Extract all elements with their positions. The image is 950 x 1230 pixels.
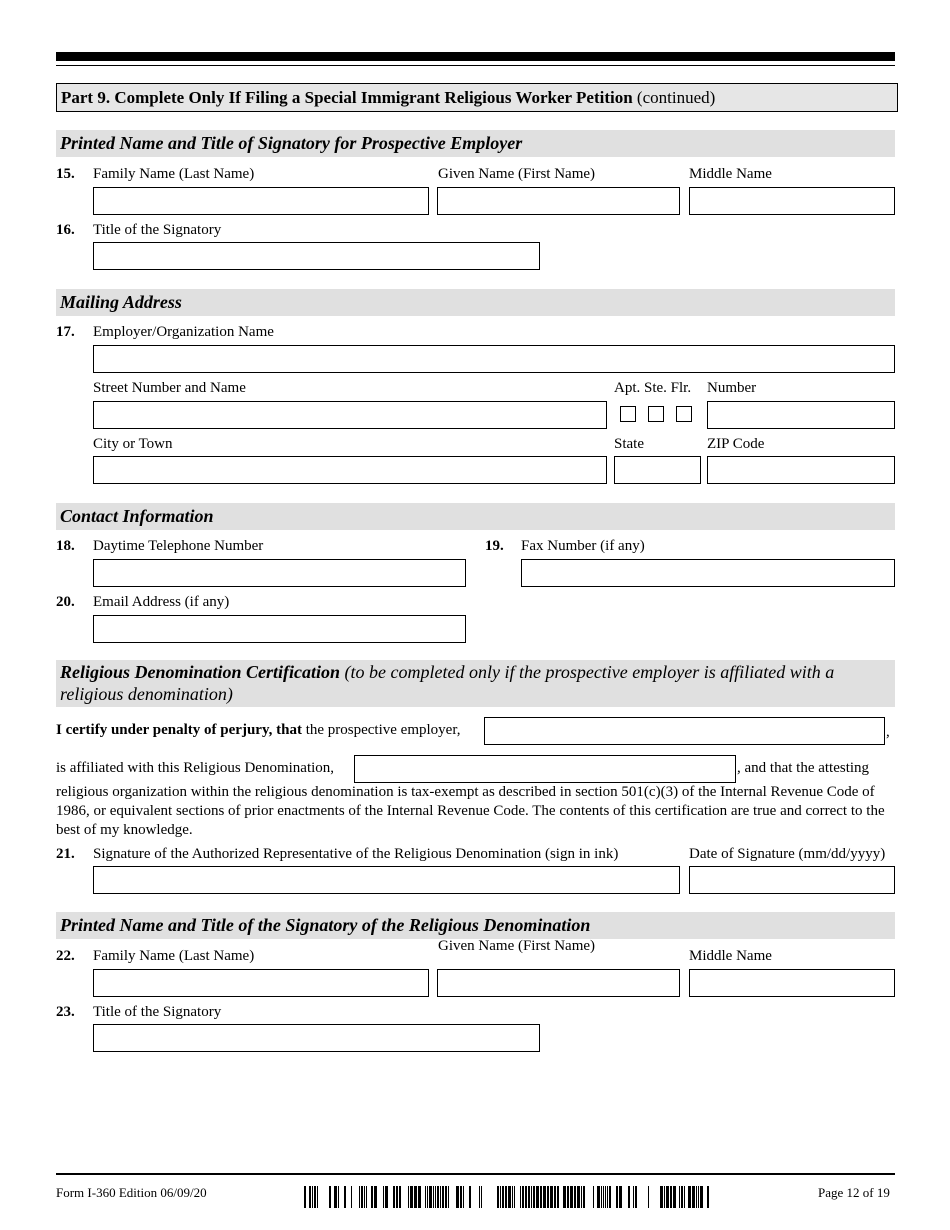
email-input[interactable] xyxy=(93,615,466,643)
label-zip: ZIP Code xyxy=(707,436,765,452)
section-printed-name-employer: Printed Name and Title of Signatory for Prospective Employer xyxy=(56,130,895,157)
item-number-21: 21. xyxy=(56,846,75,862)
section-denomination-certification xyxy=(56,660,895,707)
footer-form-edition: Form I-360 Edition 06/09/20 xyxy=(56,1185,207,1200)
date-signature-input[interactable] xyxy=(689,866,895,894)
state-select[interactable] xyxy=(614,456,701,484)
family-name-input-22[interactable] xyxy=(93,969,429,997)
label-middle-name-15: Middle Name xyxy=(689,166,772,182)
given-name-input-22[interactable] xyxy=(437,969,680,997)
certify-statement xyxy=(56,722,460,739)
part-title: Part 9. Complete Only If Filing a Special Immigrant Religious Worker Petition xyxy=(61,88,633,107)
apt-number-input[interactable] xyxy=(707,401,895,429)
footer-page-number: Page 12 of 19 xyxy=(818,1185,890,1200)
section-printed-name-denomination: Printed Name and Title of the Signatory of the Religious Denomination xyxy=(56,912,895,939)
label-family-name-22: Family Name (Last Name) xyxy=(93,948,255,964)
ste-checkbox[interactable] xyxy=(648,406,664,422)
item-number-18: 18. xyxy=(56,538,75,554)
label-email: Email Address (if any) xyxy=(93,594,230,610)
part-header xyxy=(56,83,898,112)
zip-input[interactable] xyxy=(707,456,895,484)
item-number-17: 17. xyxy=(56,324,75,340)
label-title-signatory-23: Title of the Signatory xyxy=(93,1004,222,1020)
label-signature-rep: Signature of the Authorized Representative of the Religious Denomination (sign in ink) xyxy=(93,846,619,862)
fax-input[interactable] xyxy=(521,559,895,587)
item-number-22: 22. xyxy=(56,948,75,964)
top-rule-thin xyxy=(56,65,895,66)
city-input[interactable] xyxy=(93,456,607,484)
label-city: City or Town xyxy=(93,436,173,452)
attesting-statement: , and that the attesting xyxy=(737,760,870,776)
label-street: Street Number and Name xyxy=(93,380,246,396)
item-number-23: 23. xyxy=(56,1004,75,1020)
label-title-signatory-16: Title of the Signatory xyxy=(93,222,222,238)
item-number-15: 15. xyxy=(56,166,75,182)
label-apt-ste-flr: Apt. Ste. Flr. xyxy=(614,380,692,396)
affiliated-statement: is affiliated with this Religious Denomination, xyxy=(56,760,335,776)
label-given-name-22: Given Name (First Name) xyxy=(438,938,596,954)
section-contact-information: Contact Information xyxy=(56,503,895,530)
label-family-name-15: Family Name (Last Name) xyxy=(93,166,255,182)
middle-name-input-22[interactable] xyxy=(689,969,895,997)
part-title-continued: (continued) xyxy=(632,88,716,107)
label-employer-org-name: Employer/Organization Name xyxy=(93,324,274,340)
denomination-cert-title: Religious Denomination Certification xyxy=(60,662,341,682)
title-signatory-input-23[interactable] xyxy=(93,1024,540,1052)
label-number: Number xyxy=(707,380,757,396)
item-number-19: 19. xyxy=(485,538,504,554)
middle-name-input-15[interactable] xyxy=(689,187,895,215)
certification-paragraph: religious organization within the religious denomination is tax-exempt as described in section 501(c)(3) of the Internal Revenue Code of 1986, or equivalent sections of prior enactments of the Internal Revenue Code. The contents of this certification are true and correct to the best of my knowledge. xyxy=(56,784,885,838)
barcode-icon xyxy=(304,1186,712,1208)
certify-rest: the prospective employer, xyxy=(301,722,461,738)
label-given-name-15: Given Name (First Name) xyxy=(438,166,596,182)
item-number-20: 20. xyxy=(56,594,75,610)
flr-checkbox[interactable] xyxy=(676,406,692,422)
label-fax: Fax Number (if any) xyxy=(521,538,645,554)
section-mailing-address: Mailing Address xyxy=(56,289,895,316)
given-name-input-15[interactable] xyxy=(437,187,680,215)
label-date-signature: Date of Signature (mm/dd/yyyy) xyxy=(689,846,886,862)
denomination-cert-note: (to be completed only if the prospective employer is affiliated with a religious denomination) xyxy=(60,662,835,704)
label-state: State xyxy=(614,436,644,452)
employer-org-name-input[interactable] xyxy=(93,345,895,373)
top-rule-thick xyxy=(56,52,895,61)
daytime-phone-input[interactable] xyxy=(93,559,466,587)
title-signatory-input-16[interactable] xyxy=(93,242,540,270)
signature-input[interactable] xyxy=(93,866,680,894)
apt-checkbox[interactable] xyxy=(620,406,636,422)
street-input[interactable] xyxy=(93,401,607,429)
family-name-input-15[interactable] xyxy=(93,187,429,215)
religious-denomination-input[interactable] xyxy=(354,755,736,783)
label-middle-name-22: Middle Name xyxy=(689,948,772,964)
footer-rule xyxy=(56,1173,895,1175)
label-daytime-phone: Daytime Telephone Number xyxy=(93,538,264,554)
prospective-employer-input[interactable] xyxy=(484,717,885,745)
item-number-16: 16. xyxy=(56,222,75,238)
certify-bold: I certify under penalty of perjury, that xyxy=(56,722,302,738)
certify-comma: , xyxy=(886,724,890,740)
